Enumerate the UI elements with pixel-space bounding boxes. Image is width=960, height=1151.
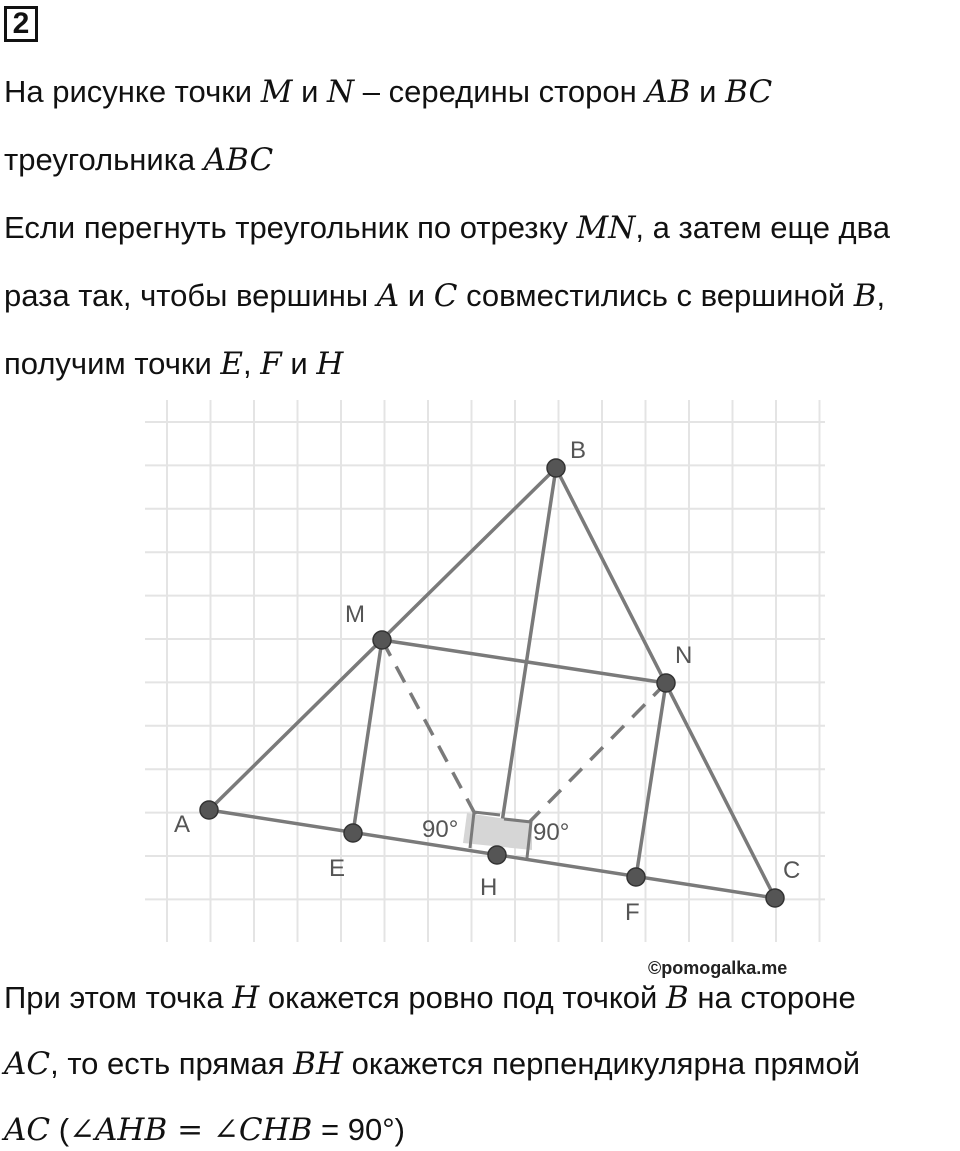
text-line-1 <box>4 72 772 112</box>
label-B: B <box>570 437 587 464</box>
label-M: M <box>345 601 365 628</box>
text: совместились с вершиной <box>457 278 854 313</box>
math-BC: BC <box>725 74 773 110</box>
point-A <box>200 801 218 819</box>
text-line-4 <box>4 276 885 316</box>
math-angles: ∠AHB = ∠CHB <box>69 1112 313 1148</box>
label-C: C <box>783 857 801 884</box>
text-line-6 <box>4 978 856 1018</box>
text: , а затем еще два <box>635 210 890 245</box>
segment-BH <box>497 468 556 855</box>
point-N <box>657 674 675 692</box>
text-line-5 <box>4 344 343 384</box>
math-AB: AB <box>645 74 691 110</box>
text: и <box>690 74 726 109</box>
text: , <box>876 278 886 313</box>
label-F: F <box>625 899 640 926</box>
text: получим точки <box>4 346 221 381</box>
text: окажется перпендикулярна прямой <box>343 1046 861 1081</box>
text: – середины сторон <box>354 74 646 109</box>
label-H: H <box>480 874 498 901</box>
point-B <box>547 459 565 477</box>
math-H: H <box>316 346 344 382</box>
point-C <box>766 889 784 907</box>
text: На рисунке точки <box>4 74 261 109</box>
text-line-8 <box>4 1110 405 1150</box>
label-E: E <box>329 855 346 882</box>
math-AC: AC <box>4 1046 51 1082</box>
text: Если перегнуть треугольник по отрезку <box>4 210 577 245</box>
segment-NF <box>636 683 666 877</box>
angle-label-right: 90° <box>533 819 570 846</box>
angle-label-left: 90° <box>422 816 459 843</box>
triangle-diagram <box>140 395 830 950</box>
math-F: F <box>260 346 282 382</box>
math-MN: MN <box>576 210 636 246</box>
point-F <box>627 868 645 886</box>
point-E <box>344 824 362 842</box>
text: ( <box>50 1112 70 1147</box>
text-line-2 <box>4 140 273 180</box>
text: , то есть прямая <box>50 1046 294 1081</box>
math-M: M <box>260 74 293 110</box>
text-line-3 <box>4 208 890 248</box>
point-M <box>373 631 391 649</box>
text: треугольника <box>4 142 204 177</box>
math-H: H <box>232 980 260 1016</box>
math-ABC: ABC <box>203 142 274 178</box>
point-H <box>488 846 506 864</box>
math-B: B <box>665 980 689 1016</box>
watermark: ©pomogalka.me <box>648 958 788 978</box>
math-C: C <box>433 278 458 314</box>
text: и <box>281 346 317 381</box>
label-N: N <box>675 642 693 669</box>
text: и <box>292 74 328 109</box>
text: , <box>243 346 261 381</box>
text: При этом точка <box>4 980 233 1015</box>
math-A: A <box>376 278 400 314</box>
text: и <box>399 278 434 313</box>
math-N: N <box>327 74 355 110</box>
math-B: B <box>853 278 877 314</box>
grid <box>145 400 825 942</box>
label-A: A <box>174 811 191 838</box>
math-E: E <box>220 346 244 382</box>
math-BH: BH <box>293 1046 343 1082</box>
text-line-7 <box>4 1044 860 1084</box>
text: на стороне <box>688 980 856 1015</box>
text: раза так, чтобы вершины <box>4 278 377 313</box>
text: = 90°) <box>312 1112 405 1147</box>
math-AC: AC <box>4 1112 51 1148</box>
problem-number: 2 <box>4 6 38 42</box>
text: окажется ровно под точкой <box>259 980 666 1015</box>
segment-ME <box>353 640 382 833</box>
